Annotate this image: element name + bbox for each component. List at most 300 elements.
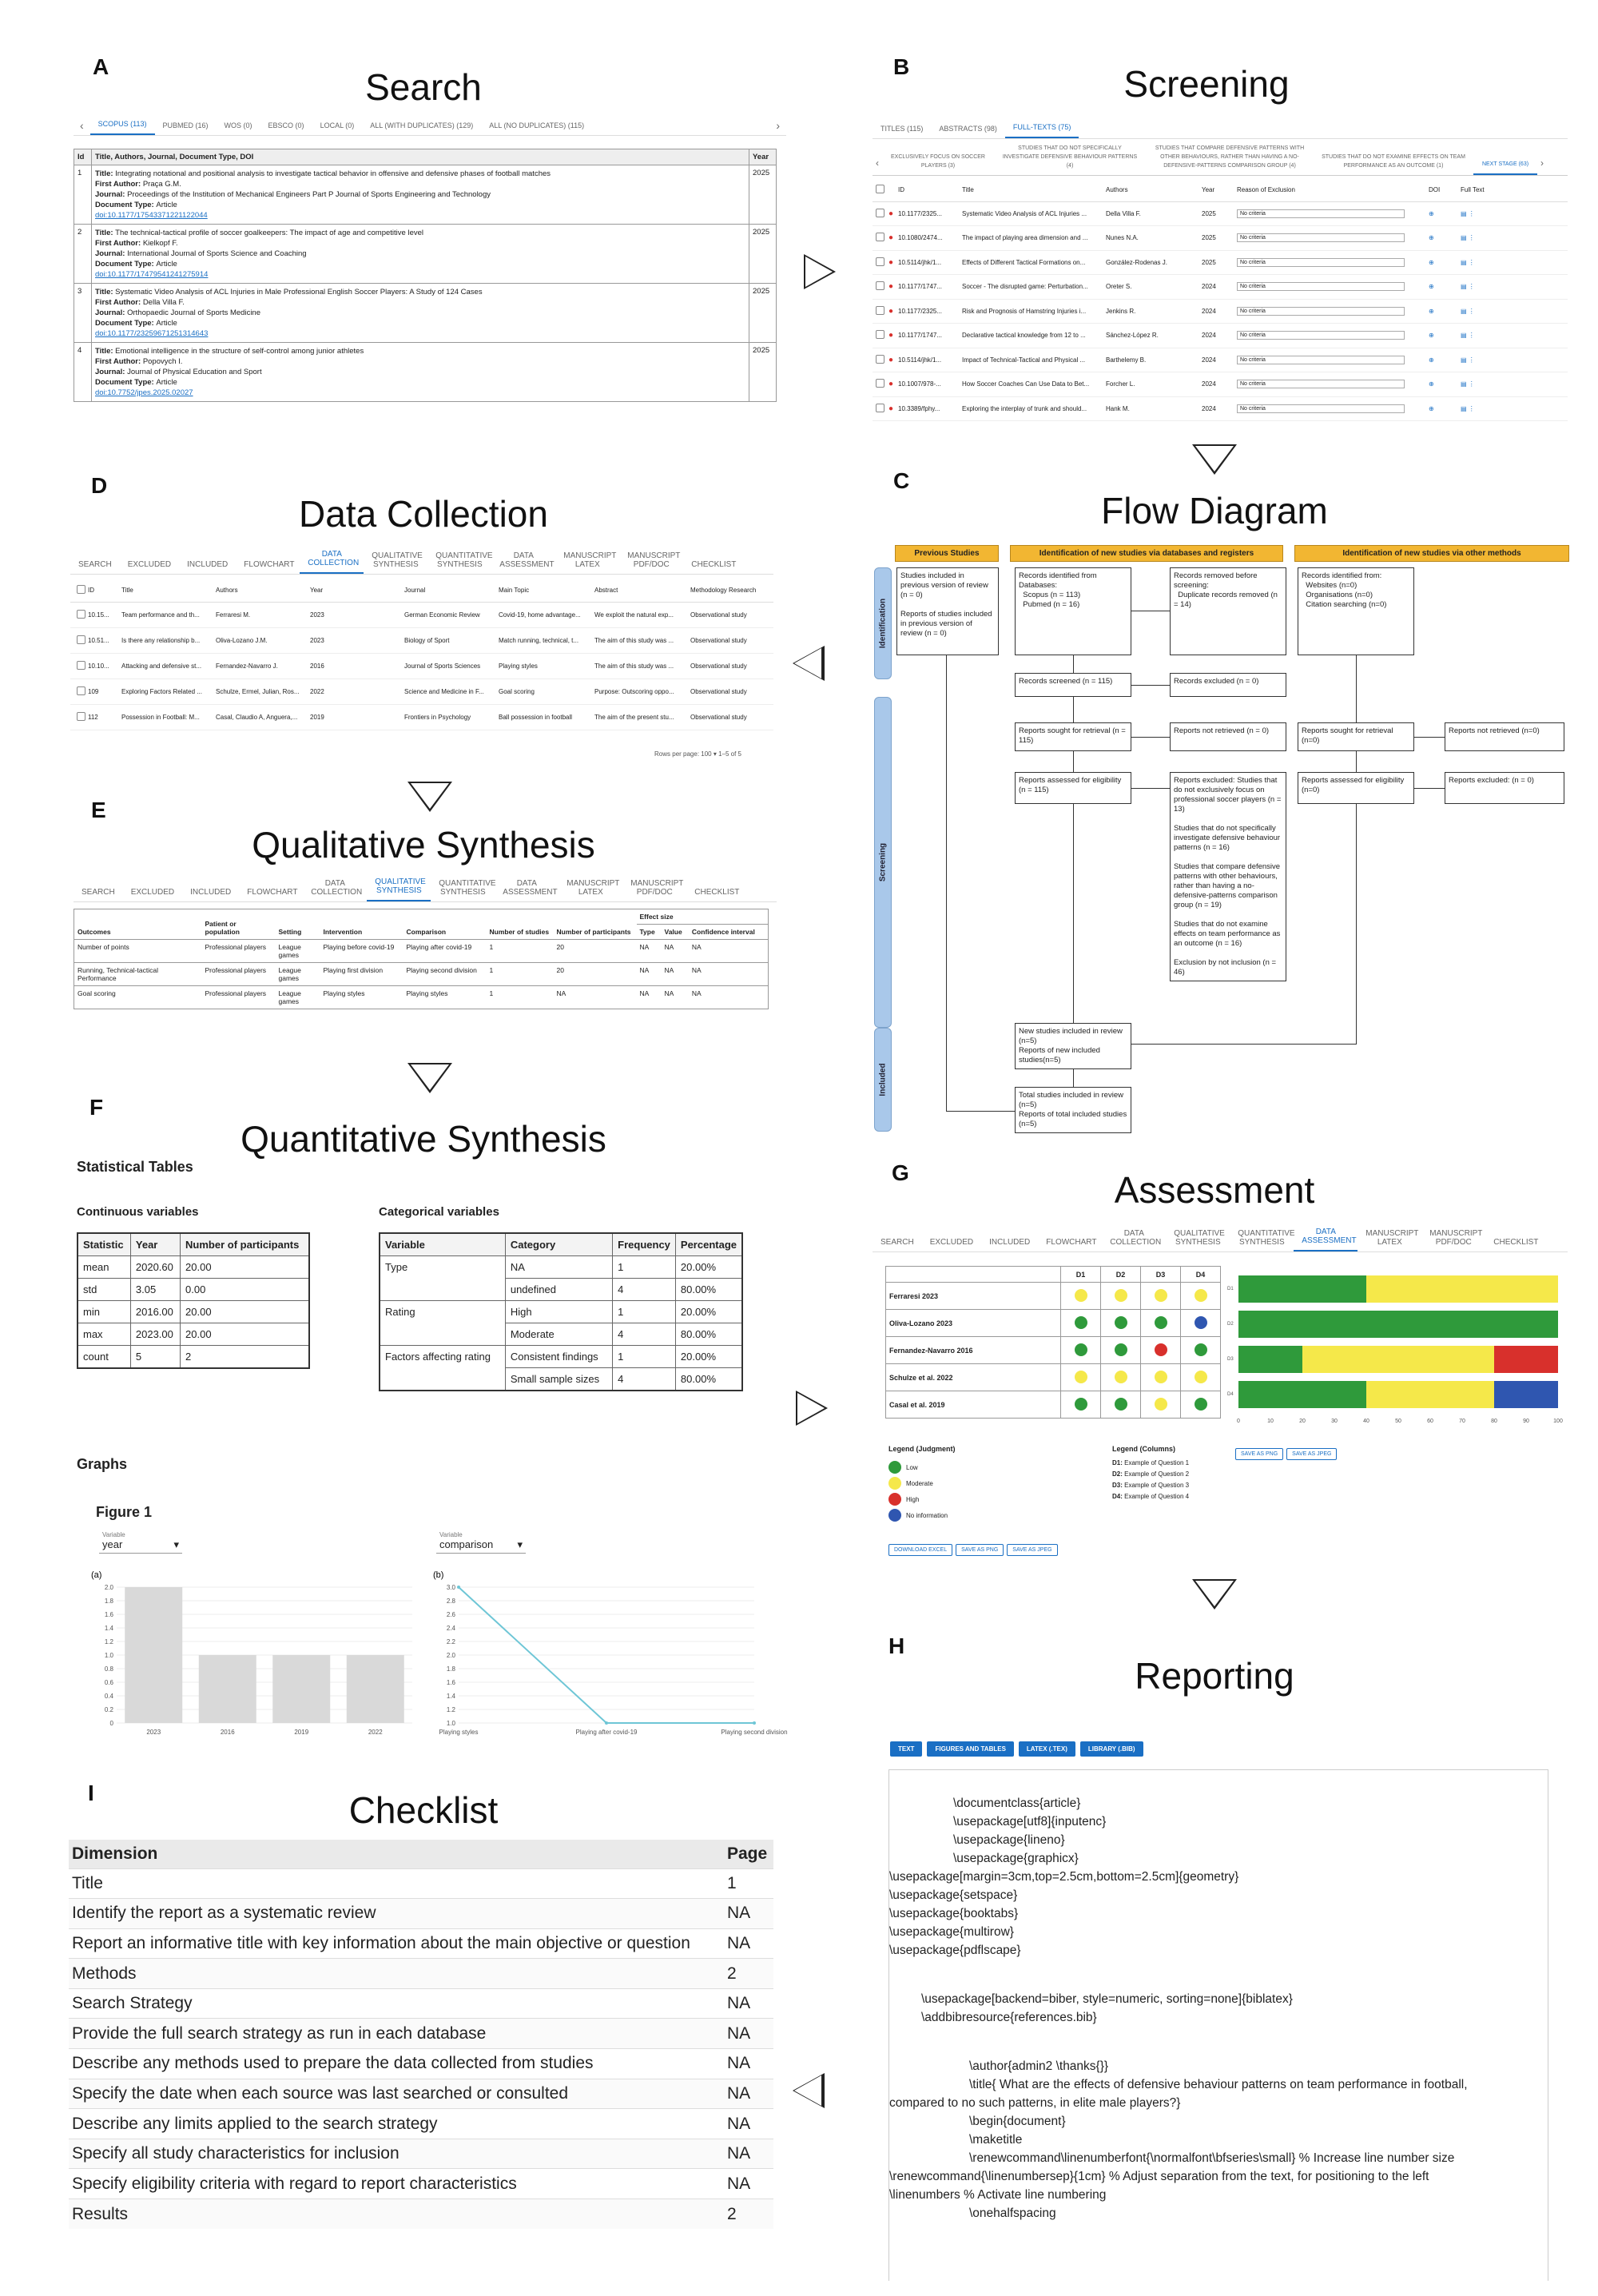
page-cell: NA: [727, 1933, 751, 1952]
col-d1: D1: [1061, 1267, 1101, 1283]
latex-code: [889, 1794, 1548, 2222]
connector: [1356, 751, 1357, 772]
tab-flowchart[interactable]: FLOWCHART: [1046, 1238, 1097, 1247]
table-cell: 2020.60: [130, 1256, 180, 1279]
x-tick-label: 2023: [146, 1729, 161, 1736]
col-ci: Confidence interval: [691, 928, 755, 936]
tab-checklist[interactable]: CHECKLIST: [691, 560, 737, 569]
table-cell: 1: [489, 943, 494, 951]
connector: [1073, 655, 1074, 673]
legend-col-key: D4:: [1112, 1493, 1125, 1500]
table-row[interactable]: [873, 250, 1568, 275]
x-tick-label: 2016: [220, 1729, 235, 1736]
subtabs-next-icon[interactable]: ›: [1540, 157, 1544, 169]
reason-select[interactable]: No criteria: [1237, 258, 1405, 267]
bar-chart-a: [88, 1568, 423, 1752]
row-checkbox[interactable]: [77, 661, 85, 670]
table-row: [69, 2169, 773, 2199]
reason-select[interactable]: No criteria: [1237, 404, 1405, 413]
y-tick-label: 0: [109, 1720, 113, 1727]
document-icon[interactable]: ▤ ⋮: [1461, 404, 1475, 412]
tab-local[interactable]: LOCAL (0): [320, 121, 355, 129]
col-year: Year: [130, 1233, 180, 1256]
legend-dot-icon: [888, 1477, 901, 1490]
row-checkbox[interactable]: [77, 610, 85, 619]
table-cell: Frontiers in Psychology: [404, 713, 471, 721]
reason-select[interactable]: No criteria: [1237, 380, 1405, 388]
save-button[interactable]: SAVE AS PNG: [1235, 1448, 1283, 1460]
row-details: [92, 284, 749, 343]
table-cell: 4: [613, 1368, 676, 1391]
subtab-compare[interactable]: STUDIES THAT COMPARE DEFENSIVE PATTERNS WITH OTHER BEHAVIOURS, RATHER THAN HAVING A NO-DEFENSIVE-PATTERNS COMPARISON GROUP (4): [1155, 145, 1305, 169]
tab-qualitative-synthesis[interactable]: QUALITATIVE SYNTHESIS: [367, 873, 431, 901]
document-icon[interactable]: ▤ ⋮: [1461, 209, 1475, 217]
tab-data-assessment[interactable]: DATA ASSESSMENT: [503, 879, 558, 897]
table-cell: [380, 1323, 505, 1346]
legend-col-key: D3:: [1112, 1482, 1125, 1489]
reporting-tab-button[interactable]: TEXT: [890, 1741, 922, 1757]
table-row[interactable]: [873, 324, 1568, 348]
tab-data-assessment[interactable]: DATA ASSESSMENT: [499, 551, 555, 569]
panel-title-quantitative: Quantitative Synthesis: [240, 1118, 606, 1160]
status-dot-icon: ●: [888, 233, 894, 243]
y-tick-label: 2.0: [446, 1652, 455, 1659]
col-variable: Variable: [380, 1233, 505, 1256]
reason-select[interactable]: No criteria: [1237, 307, 1405, 316]
tab-excluded[interactable]: EXCLUDED: [127, 560, 172, 569]
doi-link-icon[interactable]: ⊕: [1429, 404, 1434, 412]
doi-link-icon[interactable]: ⊕: [1429, 283, 1434, 291]
table-cell: min: [78, 1301, 130, 1323]
select-all-checkbox[interactable]: [876, 185, 884, 193]
doi-link[interactable]: doi:10.7752/jpes.2025.02027: [95, 388, 193, 397]
table-cell: Number of points: [78, 943, 129, 951]
document-icon[interactable]: ▤ ⋮: [1461, 380, 1475, 388]
row-id: 10.3389/fphy...: [898, 404, 940, 412]
table-row: [69, 2109, 773, 2139]
x-tick-label: 100: [1553, 1419, 1563, 1424]
row-checkbox[interactable]: [876, 330, 884, 339]
x-tick-label: 90: [1523, 1419, 1529, 1424]
latex-line: \usepackage{pdflscape}: [889, 1944, 1021, 1957]
y-tick-label: 2.8: [446, 1598, 455, 1605]
y-tick-label: 2.6: [446, 1611, 455, 1618]
latex-line: \usepackage[utf8]{inputenc}: [953, 1815, 1107, 1828]
col-d2: D2: [1101, 1267, 1141, 1283]
tab-ebsco[interactable]: EBSCO (0): [268, 121, 304, 129]
table-cell: Goal scoring: [499, 687, 535, 695]
variable-select-b[interactable]: [436, 1530, 526, 1554]
row-checkbox[interactable]: [876, 379, 884, 388]
table-row: [69, 2049, 773, 2079]
save-button[interactable]: SAVE AS JPEG: [1286, 1448, 1337, 1460]
tab-data-collection[interactable]: DATA COLLECTION: [1110, 1229, 1162, 1247]
bar-segment: [1494, 1381, 1558, 1408]
download-button[interactable]: SAVE AS JPEG: [1007, 1544, 1057, 1556]
table-row: [886, 1337, 1221, 1364]
row-year: 2024: [1202, 404, 1216, 412]
qualitative-panel: [74, 873, 777, 1050]
tab-quantitative-synthesis[interactable]: QUANTITATIVE SYNTHESIS: [435, 551, 493, 569]
assessment-table-buttons: [888, 1541, 1061, 1556]
table-cell: Observational study: [690, 611, 747, 619]
panel-title-checklist: Checklist: [348, 1789, 499, 1831]
statistical-tables-heading: Statistical Tables: [77, 1159, 193, 1175]
field-label: Journal:: [95, 308, 128, 317]
col-value: Value: [664, 928, 682, 936]
status-dot-icon: ●: [888, 404, 894, 413]
tab-search[interactable]: SEARCH: [880, 1238, 914, 1247]
arrow-down-icon: [1192, 444, 1237, 475]
status-dot-icon: ●: [888, 306, 894, 316]
doi-link-icon[interactable]: ⊕: [1429, 356, 1434, 364]
table-row[interactable]: [873, 275, 1568, 300]
table-cell: Fernandez-Navarro J.: [216, 662, 278, 670]
tab-excluded[interactable]: EXCLUDED: [130, 888, 175, 897]
subtab-no-defensive[interactable]: STUDIES THAT DO NOT SPECIFICALLY INVESTIGATE DEFENSIVE BEHAVIOUR PATTERNS (4): [1002, 145, 1138, 169]
tab-qualitative-synthesis[interactable]: QUALITATIVE SYNTHESIS: [1174, 1229, 1225, 1247]
reason-select[interactable]: No criteria: [1237, 356, 1405, 364]
tab-data-collection[interactable]: DATA COLLECTION: [311, 879, 363, 897]
doi-link-icon[interactable]: ⊕: [1429, 307, 1434, 315]
table-cell: 1: [613, 1346, 676, 1368]
table-row[interactable]: [873, 226, 1568, 251]
row-checkbox[interactable]: [876, 306, 884, 315]
table-cell: NA: [691, 943, 702, 951]
doi-link[interactable]: doi:10.1177/17479541241275914: [95, 270, 209, 279]
tab-included[interactable]: INCLUDED: [187, 560, 229, 569]
table-row: [69, 2079, 773, 2109]
document-icon[interactable]: ▤ ⋮: [1461, 332, 1475, 340]
panel-title-screening: Screening: [1123, 63, 1290, 105]
col-dimension: Dimension: [72, 1844, 158, 1863]
row-checkbox[interactable]: [876, 209, 884, 217]
tab-data-collection[interactable]: DATA COLLECTION: [300, 545, 364, 574]
table-cell: 20.00%: [675, 1256, 742, 1279]
col-effect-size: Effect size: [639, 913, 674, 921]
table-cell: Running, Technical-tactical Performance: [78, 966, 158, 982]
table-cell: NA: [691, 989, 702, 997]
screening-table: [873, 179, 1568, 421]
status-dot-icon: ●: [888, 355, 894, 364]
latex-line: \renewcommand{\linenumbersep}{1cm} % Adjust separation from the text, for positioning to the left: [889, 2170, 1429, 2183]
tab-data-assessment[interactable]: DATA ASSESSMENT: [1294, 1223, 1358, 1251]
table-row[interactable]: [873, 299, 1568, 324]
row-checkbox[interactable]: [876, 281, 884, 290]
connector: [946, 1111, 1015, 1112]
field-title: The technical-tactical profile of soccer goalkeepers: The impact of age and competitive level: [115, 229, 424, 237]
table-row[interactable]: [70, 627, 773, 653]
table-cell: Playing after covid-19: [406, 943, 472, 951]
table-cell: Schulze, Ermel, Julian, Ros...: [216, 687, 300, 695]
field-journal: Orthopaedic Journal of Sports Medicine: [127, 308, 260, 317]
tab-checklist[interactable]: CHECKLIST: [1493, 1238, 1539, 1247]
tab-included[interactable]: INCLUDED: [190, 888, 232, 897]
connector: [1131, 1044, 1357, 1045]
table-row: [69, 2199, 773, 2230]
tab-quantitative-synthesis[interactable]: QUANTITATIVE SYNTHESIS: [439, 879, 496, 897]
row-checkbox[interactable]: [876, 355, 884, 364]
doi-link-icon[interactable]: ⊕: [1429, 332, 1434, 340]
dimension-cell: Methods: [72, 1964, 137, 1983]
row-checkbox[interactable]: [876, 404, 884, 412]
judgment-dot-icon: [1075, 1371, 1087, 1383]
row-checkbox[interactable]: [876, 257, 884, 266]
subtab-soccer-players[interactable]: EXCLUSIVELY FOCUS ON SOCCER PLAYERS (3): [891, 154, 985, 169]
tab-pubmed[interactable]: PUBMED (16): [162, 121, 209, 129]
table-cell: Playing before covid-19: [323, 943, 395, 951]
field-type: Article: [156, 378, 177, 387]
col-methodology: Methodology Research: [690, 587, 757, 595]
latex-line: \addbibresource{references.bib}: [921, 2011, 1097, 2024]
table-cell: undefined: [505, 1279, 612, 1301]
table-row[interactable]: [873, 348, 1568, 372]
x-tick-label: 40: [1363, 1419, 1369, 1424]
row-checkbox[interactable]: [77, 635, 85, 644]
study-name: Schulze et al. 2022: [886, 1364, 1061, 1391]
row-year: 2024: [1202, 380, 1216, 388]
field-journal: Journal of Physical Education and Sport: [127, 368, 262, 376]
table-cell: 4: [613, 1323, 676, 1346]
tab-titles[interactable]: TITLES (115): [880, 125, 924, 133]
table-row[interactable]: [70, 678, 773, 704]
dimension-cell: Provide the full search strategy as run in each database: [72, 2023, 487, 2043]
data-point: [753, 1721, 756, 1725]
table-cell: Is there any relationship b...: [121, 636, 201, 644]
tab-manuscript-latex[interactable]: MANUSCRIPT LATEX: [563, 551, 617, 569]
x-tick-label: 2019: [294, 1729, 309, 1736]
connector: [1073, 1069, 1074, 1087]
tab-wos[interactable]: WOS (0): [224, 121, 252, 129]
table-cell: Playing second division: [406, 966, 477, 974]
judgment-dot-icon: [1195, 1371, 1207, 1383]
col-page: Page: [727, 1844, 768, 1863]
table-cell: Attacking and defensive st...: [121, 662, 202, 670]
select-all-checkbox[interactable]: [77, 585, 85, 594]
pagination[interactable]: Rows per page: 100 ▾ 1–5 of 5: [654, 750, 741, 758]
row-details: [92, 343, 749, 402]
nav-tabs: [873, 1223, 1568, 1252]
tab-quantitative-synthesis[interactable]: QUANTITATIVE SYNTHESIS: [1238, 1229, 1295, 1247]
legend-item: [888, 1461, 948, 1474]
legend-col-text: Example of Question 3: [1124, 1482, 1190, 1489]
tab-manuscript-pdf-doc[interactable]: MANUSCRIPT PDF/DOC: [627, 551, 681, 569]
col-d4: D4: [1181, 1267, 1221, 1283]
x-tick-label: Playing styles: [439, 1729, 479, 1736]
panel-title-assessment: Assessment: [1114, 1169, 1315, 1211]
document-icon[interactable]: ▤ ⋮: [1461, 258, 1475, 266]
tab-all-with-dup[interactable]: ALL (WITH DUPLICATES) (129): [370, 121, 474, 129]
row-year: 2025: [1202, 234, 1216, 242]
table-cell: 1: [613, 1256, 676, 1279]
panel-title-flow-diagram: Flow Diagram: [1101, 490, 1328, 531]
table-row[interactable]: [70, 704, 773, 730]
table-row[interactable]: [873, 372, 1568, 397]
row-checkbox[interactable]: [77, 712, 85, 721]
table-cell: League games: [278, 989, 301, 1005]
tab-manuscript-latex[interactable]: MANUSCRIPT LATEX: [566, 879, 620, 897]
reason-select[interactable]: No criteria: [1237, 233, 1405, 242]
reporting-tab-button[interactable]: FIGURES AND TABLES: [927, 1741, 1013, 1757]
latex-line: \onehalfspacing: [969, 2206, 1056, 2220]
table-cell: Oliva-Lozano J.M.: [216, 636, 268, 644]
table-row[interactable]: [70, 653, 773, 678]
table-row[interactable]: [873, 201, 1568, 226]
nav-tabs: [70, 545, 773, 575]
tab-checklist[interactable]: CHECKLIST: [694, 888, 740, 897]
table-cell: Casal, Claudio A, Anguera,...: [216, 713, 298, 721]
stacked-bar-chart: [1227, 1271, 1563, 1431]
table-cell: NA: [664, 966, 674, 974]
table-row[interactable]: [74, 284, 777, 343]
bar-segment: [1494, 1346, 1558, 1373]
col-statistic: Statistic: [78, 1233, 130, 1256]
table-cell: 3.05: [130, 1279, 180, 1301]
col-setting: Setting: [278, 928, 302, 936]
reason-select[interactable]: No criteria: [1237, 282, 1405, 291]
tab-flowchart[interactable]: FLOWCHART: [244, 560, 295, 569]
y-tick-label: 0.6: [104, 1679, 113, 1686]
tabs-prev-icon[interactable]: ‹: [80, 119, 84, 132]
variable-select-a[interactable]: [99, 1530, 182, 1554]
document-icon[interactable]: ▤ ⋮: [1461, 283, 1475, 291]
row-authors: Jenkins R.: [1106, 307, 1136, 315]
row-year: 2025: [749, 225, 777, 284]
tabs-next-icon[interactable]: ›: [776, 119, 780, 132]
table-row: [886, 1364, 1221, 1391]
table-row: [69, 1959, 773, 1989]
table-cell: German Economic Review: [404, 611, 480, 619]
table-cell: Goal scoring: [78, 989, 116, 997]
table-cell: 1: [489, 966, 494, 974]
row-checkbox[interactable]: [876, 233, 884, 241]
tab-abstracts[interactable]: ABSTRACTS (98): [939, 125, 997, 133]
field-title: Integrating notational and positional analysis to investigate tactical behavior in offensive and defensive phases of football matches: [115, 169, 551, 178]
tab-search[interactable]: SEARCH: [78, 560, 112, 569]
tab-search[interactable]: SEARCH: [81, 888, 115, 897]
flow-box-removed: Records removed before screening: Duplicate records removed (n = 14): [1170, 567, 1286, 655]
row-id: 10.1177/2325...: [898, 307, 943, 315]
status-dot-icon: ●: [888, 209, 894, 218]
col-population: Patient or population: [205, 920, 240, 936]
flow-box-excluded: Records excluded (n = 0): [1170, 673, 1286, 697]
bar-segment: [1238, 1311, 1558, 1338]
search-panel: [74, 115, 786, 435]
tab-excluded[interactable]: EXCLUDED: [929, 1238, 974, 1247]
panel-letter-e: E: [91, 798, 106, 822]
download-button[interactable]: DOWNLOAD EXCEL: [888, 1544, 952, 1556]
subtab-next-stage[interactable]: NEXT STAGE (63): [1473, 155, 1537, 175]
table-row[interactable]: [873, 396, 1568, 421]
reporting-tab-button[interactable]: LIBRARY (.BIB): [1080, 1741, 1143, 1757]
assessment-chart-buttons: [1235, 1445, 1340, 1460]
dimension-cell: Specify the date when each source was last searched or consulted: [72, 2083, 569, 2103]
col-percentage: Percentage: [675, 1233, 742, 1256]
table-row[interactable]: [74, 225, 777, 284]
tab-qualitative-synthesis[interactable]: QUALITATIVE SYNTHESIS: [372, 551, 423, 569]
table-cell: Observational study: [690, 713, 747, 721]
table-row[interactable]: [70, 602, 773, 627]
table-cell: 2023.00: [130, 1323, 180, 1346]
row-details: [92, 225, 749, 284]
table-row: [380, 1323, 742, 1346]
data-collection-table: [70, 579, 773, 730]
row-title: Effects of Different Tactical Formations on...: [962, 258, 1086, 266]
row-id: 2: [74, 225, 92, 284]
download-button[interactable]: SAVE AS PNG: [956, 1544, 1004, 1556]
tab-manuscript-pdf-doc[interactable]: MANUSCRIPT PDF/DOC: [1429, 1229, 1483, 1247]
table-row[interactable]: [74, 165, 777, 225]
tab-manuscript-latex[interactable]: MANUSCRIPT LATEX: [1365, 1229, 1419, 1247]
table-cell: 20.00: [181, 1256, 309, 1279]
doi-link-icon[interactable]: ⊕: [1429, 234, 1434, 242]
table-cell: Playing styles: [323, 989, 365, 997]
table-cell: Playing styles: [499, 662, 538, 670]
doi-link-icon[interactable]: ⊕: [1429, 380, 1434, 388]
tab-included[interactable]: INCLUDED: [989, 1238, 1031, 1247]
bar-segment: [1302, 1346, 1494, 1373]
status-dot-icon: ●: [888, 331, 894, 340]
document-icon[interactable]: ▤ ⋮: [1461, 307, 1475, 315]
judgment-dot-icon: [1155, 1316, 1167, 1329]
table-row: [69, 1988, 773, 2019]
table-cell: NA: [639, 989, 650, 997]
doi-link-icon[interactable]: ⊕: [1429, 209, 1434, 217]
table-row: [380, 1279, 742, 1301]
row-checkbox[interactable]: [77, 686, 85, 695]
latex-editor[interactable]: [888, 1769, 1548, 2281]
panel-letter-f: F: [89, 1095, 104, 1120]
flow-box-excluded2: Reports excluded: (n = 0): [1445, 772, 1564, 804]
field-label: Document Type:: [95, 319, 157, 328]
col-num-studies: Number of studies: [489, 928, 550, 936]
dimension-cell: Report an informative title with key information about the main objective or question: [72, 1933, 690, 1952]
table-row: [69, 1868, 773, 1899]
y-tick-label: 1.2: [104, 1638, 113, 1645]
document-icon[interactable]: ▤ ⋮: [1461, 234, 1475, 242]
tab-all-no-dup[interactable]: ALL (NO DUPLICATES) (115): [489, 121, 585, 129]
table-row[interactable]: [74, 343, 777, 402]
document-icon[interactable]: ▤ ⋮: [1461, 356, 1475, 364]
y-tick-label: 1.4: [446, 1693, 455, 1700]
tab-scopus[interactable]: SCOPUS (113): [90, 115, 155, 135]
field-label: First Author:: [95, 357, 143, 366]
connector: [1356, 655, 1357, 722]
reporting-tab-button[interactable]: LATEX (.TEX): [1019, 1741, 1075, 1757]
col-type: Type: [639, 928, 655, 936]
field-author: Praça G.M.: [142, 180, 181, 189]
doi-link[interactable]: doi:10.1177/23259671251314643: [95, 329, 209, 338]
tab-flowchart[interactable]: FLOWCHART: [247, 888, 298, 897]
tab-fulltexts[interactable]: FULL-TEXTS (75): [1005, 118, 1079, 138]
table-cell: Factors affecting rating: [380, 1346, 505, 1368]
row-year: 2025: [1202, 258, 1216, 266]
doi-link-icon[interactable]: ⊕: [1429, 258, 1434, 266]
col-abstract: Abstract: [594, 587, 618, 595]
reason-select[interactable]: No criteria: [1237, 331, 1405, 340]
doi-link[interactable]: doi:10.1177/17543371221122044: [95, 211, 208, 220]
tab-manuscript-pdf-doc[interactable]: MANUSCRIPT PDF/DOC: [630, 879, 684, 897]
table-row: [74, 986, 769, 1009]
subtabs-prev-icon[interactable]: ‹: [876, 157, 879, 169]
subtab-no-effects[interactable]: STUDIES THAT DO NOT EXAMINE EFFECTS ON TEAM PERFORMANCE AS AN OUTCOME (1): [1322, 154, 1465, 169]
bar-segment: [1366, 1381, 1494, 1408]
row-year: 2024: [1202, 356, 1216, 364]
assessment-panel: [873, 1223, 1568, 1574]
y-tick-label: 1.0: [446, 1720, 455, 1727]
reason-select[interactable]: No criteria: [1237, 209, 1405, 218]
legend-label: No information: [906, 1511, 948, 1519]
